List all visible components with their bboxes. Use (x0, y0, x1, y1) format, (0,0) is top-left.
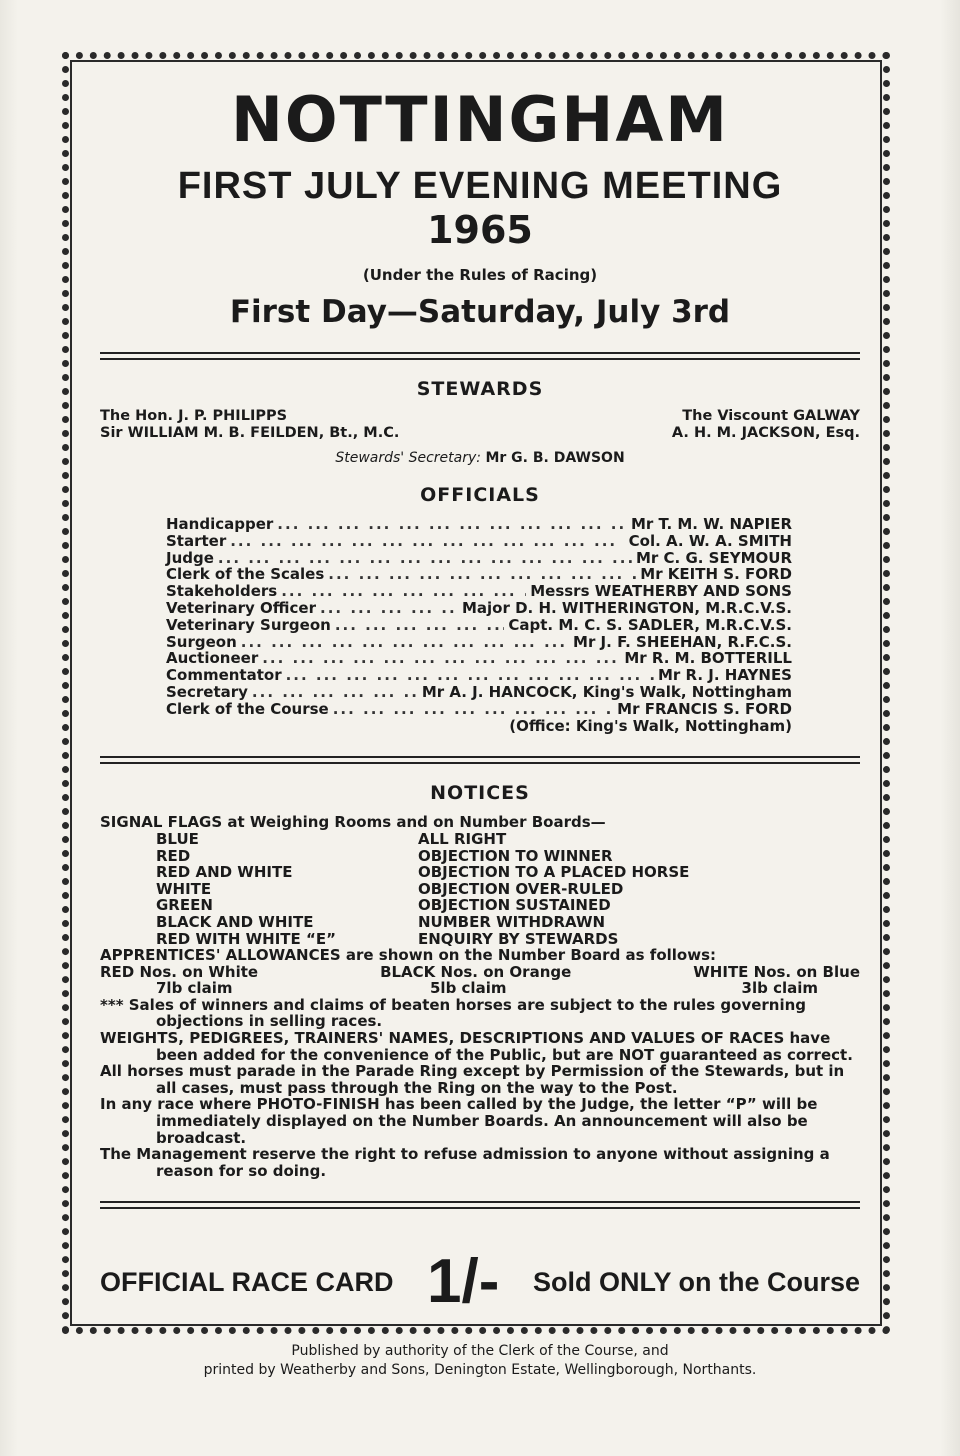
flag-row (156, 831, 860, 848)
flag-row (156, 881, 860, 898)
venue-title: NOTTINGHAM (230, 83, 730, 156)
allowance-board: BLACK Nos. on Orange (380, 962, 572, 981)
leader-dots (328, 566, 636, 583)
officials-heading: OFFICIALS (420, 484, 540, 506)
official-role: Handicapper (166, 515, 274, 533)
price-banner (100, 1247, 860, 1316)
flag-meaning: OBJECTION SUSTAINED (418, 896, 611, 915)
official-role: Veterinary Officer (166, 598, 316, 617)
leader-dots (252, 684, 418, 701)
official-role: Starter (166, 531, 227, 550)
flag-meaning: OBJECTION TO A PLACED HORSE (418, 863, 690, 882)
flag-meaning: NUMBER WITHDRAWN (418, 912, 606, 931)
publisher-line: Published by authority of the Clerk of the Course, and (291, 1343, 669, 1359)
divider (100, 756, 860, 764)
price: 1/- (427, 1247, 500, 1316)
day-line: First Day—Saturday, July 3rd (229, 294, 731, 330)
stewards-secretary-name: Mr G. B. DAWSON (485, 450, 625, 466)
allowance-board: RED Nos. on White (100, 962, 259, 981)
rules-note: (Under the Rules of Racing) (362, 266, 598, 284)
stewards-secretary (100, 450, 860, 466)
stewards-right (672, 408, 860, 442)
official-name: Capt. M. C. S. SADLER, M.R.C.V.S. (508, 615, 792, 634)
official-role: Stakeholders (166, 582, 278, 601)
stewards-secretary-label: Stewards' Secretary: (335, 450, 481, 466)
official-role: Auctioneer (166, 649, 259, 668)
official-row (166, 516, 792, 533)
year-title: 1965 (427, 208, 533, 252)
notice-paragraph: WEIGHTS, PEDIGREES, TRAINERS' NAMES, DESCRIPTIONS AND VALUES OF RACES have been added for the convenience of the Public, but are NOT guaranteed as correct. (100, 1029, 853, 1064)
official-role: Veterinary Surgeon (166, 615, 331, 634)
official-row (166, 550, 792, 567)
official-name: Col. A. W. A. SMITH (628, 531, 792, 550)
sold-only-note: Sold ONLY on the Course (532, 1266, 860, 1297)
official-row (166, 617, 792, 634)
divider (100, 1201, 860, 1209)
official-role: Secretary (166, 682, 248, 701)
flag-colour: GREEN (156, 896, 213, 915)
divider (100, 352, 860, 360)
signal-flags-intro: SIGNAL FLAGS at Weighing Rooms and on Number Boards— (100, 813, 606, 832)
notice-paragraph: All horses must parade in the Parade Ring except by Permission of the Stewards, but in all cases, must pass through the Ring on the way to the Post. (100, 1062, 845, 1097)
official-row (166, 600, 792, 617)
official-row (166, 634, 792, 651)
officials-list (166, 516, 792, 734)
stewards-left (100, 408, 399, 442)
official-row (166, 667, 792, 684)
flag-colour: RED (156, 846, 191, 865)
allowance-boards (100, 964, 860, 981)
flag-row (156, 864, 860, 881)
leader-dots (320, 600, 458, 617)
official-row (166, 583, 792, 600)
official-role: Judge (166, 548, 214, 567)
official-name: Mr C. G. SEYMOUR (635, 548, 792, 567)
race-card-label: OFFICIAL RACE CARD (100, 1266, 394, 1297)
leader-dots (281, 583, 526, 600)
notices-heading: NOTICES (430, 782, 530, 805)
flag-meaning: ENQUIRY BY STEWARDS (418, 929, 619, 948)
flag-colour: RED AND WHITE (156, 863, 293, 882)
official-name: Mr A. J. HANCOCK, King's Walk, Nottingham (421, 682, 792, 701)
publisher-note (0, 1342, 960, 1380)
race-card-content (100, 78, 860, 1209)
notice-paragraph: In any race where PHOTO-FINISH has been called by the Judge, the letter “P” will be immediately displayed on the Number Boards. An announcement will also be broadcast. (100, 1095, 818, 1147)
steward-name: Sir WILLIAM M. B. FEILDEN, Bt., M.C. (100, 425, 400, 441)
flag-row (156, 848, 860, 865)
publisher-line: printed by Weatherby and Sons, Denington Estate, Wellingborough, Northants. (203, 1362, 757, 1378)
stewards-list (100, 408, 860, 442)
flag-colour: BLACK AND WHITE (156, 912, 314, 931)
official-row (166, 566, 792, 583)
notices-body (100, 814, 860, 1179)
allowance-board: WHITE Nos. on Blue (693, 962, 860, 981)
official-row (166, 650, 792, 667)
flag-meaning: ALL RIGHT (418, 829, 507, 848)
flag-colour: RED WITH WHITE “E” (156, 929, 336, 948)
official-role: Surgeon (166, 632, 237, 651)
official-row (166, 701, 792, 718)
apprentices-intro: APPRENTICES' ALLOWANCES are shown on the Number Board as follows: (100, 946, 717, 965)
office-note: (Office: King's Walk, Nottingham) (509, 716, 792, 735)
official-name: Mr R. J. HAYNES (658, 666, 792, 685)
leader-dots (241, 634, 569, 651)
official-role: Clerk of the Scales (166, 565, 325, 584)
steward-name: A. H. M. JACKSON, Esq. (671, 425, 860, 441)
official-row (166, 533, 792, 550)
steward-name: The Hon. J. P. PHILIPPS (100, 408, 288, 424)
allowance-claim: 3lb claim (741, 979, 818, 998)
flag-meaning: OBJECTION OVER-RULED (418, 879, 624, 898)
official-name: Mr R. M. BOTTERILL (624, 649, 792, 668)
meeting-title: FIRST JULY EVENING MEETING (177, 165, 783, 207)
flag-row (156, 931, 860, 948)
stewards-heading: STEWARDS (416, 378, 544, 400)
official-name: Mr FRANCIS S. FORD (617, 699, 792, 718)
official-name: Mr T. M. W. NAPIER (630, 515, 792, 533)
official-name: Mr J. F. SHEEHAN, R.F.C.S. (573, 632, 792, 651)
allowance-claim: 7lb claim (156, 979, 233, 998)
official-name: Mr KEITH S. FORD (640, 565, 792, 584)
flag-meaning: OBJECTION TO WINNER (418, 846, 613, 865)
leader-dots (335, 617, 505, 634)
notice-paragraph: The Management reserve the right to refuse admission to anyone without assigning a reason for so doing. (100, 1145, 830, 1180)
official-role: Commentator (166, 666, 282, 685)
leader-dots (286, 667, 654, 684)
flag-row (156, 897, 860, 914)
official-name: Messrs WEATHERBY AND SONS (530, 582, 792, 601)
allowance-claims (100, 980, 860, 997)
leader-dots (230, 533, 624, 550)
leader-dots (333, 701, 613, 718)
official-row (166, 684, 792, 701)
steward-name: The Viscount GALWAY (682, 408, 860, 424)
flag-row (156, 914, 860, 931)
header (100, 84, 860, 330)
leader-dots (277, 516, 627, 533)
allowance-claim: 5lb claim (430, 979, 507, 998)
flag-colour: WHITE (156, 879, 212, 898)
notice-paragraph: *** Sales of winners and claims of beaten horses are subject to the rules governing objections in selling races. (100, 995, 807, 1031)
leader-dots (262, 650, 620, 667)
flag-colour: BLUE (156, 829, 199, 848)
official-name: Major D. H. WITHERINGTON, M.R.C.V.S. (461, 598, 792, 617)
official-role: Clerk of the Course (166, 699, 329, 718)
leader-dots (218, 550, 632, 567)
